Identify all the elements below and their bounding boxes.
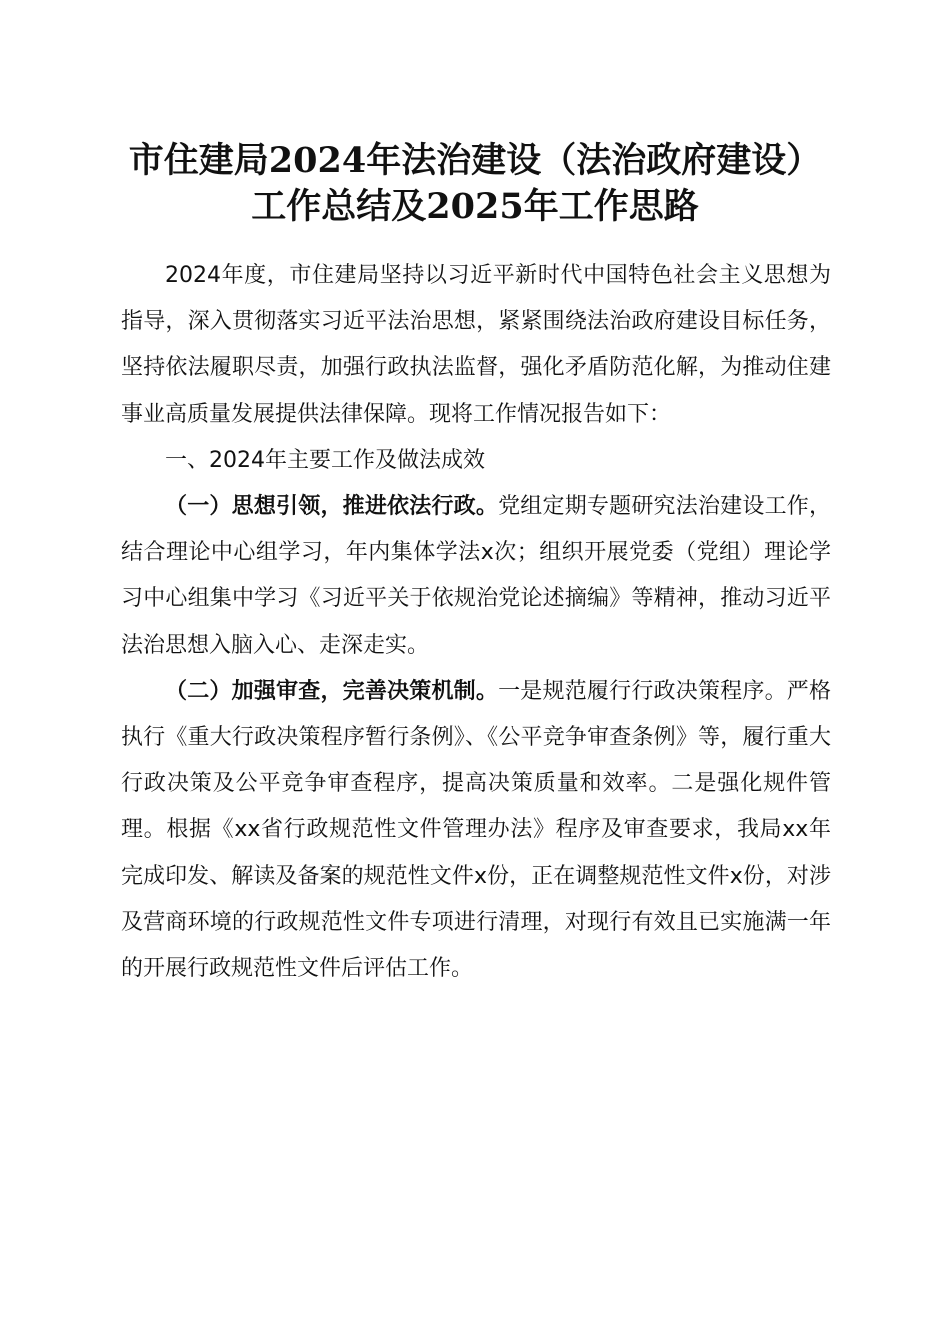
document-body <box>121 253 831 992</box>
section-heading-1: 一、2024年主要工作及做法成效 <box>165 447 485 473</box>
document-title-line-2: 工作总结及2025年工作思路 <box>251 186 699 227</box>
item-paragraph-1 <box>121 484 831 669</box>
item-1-lead: （一）思想引领，推进依法行政。 <box>165 494 499 520</box>
item-paragraph-2 <box>121 669 831 992</box>
document-title-line-1: 市住建局2024年法治建设（法治政府建设） <box>128 140 822 181</box>
item-1-text: 党组定期专题研究法治建设工作，结合理论中心组学习，年内集体学法x次；组织开展党委（党组）理论学习中心组集中学习《习近平关于依规治党论述摘编》等精神，推动习近平法治思想入脑入心、走深走实。 <box>121 494 831 658</box>
intro-paragraph: 2024年度，市住建局坚持以习近平新时代中国特色社会主义思想为指导，深入贯彻落实习近平法治思想，紧紧围绕法治政府建设目标任务，坚持依法履职尽责，加强行政执法监督，强化矛盾防范化解，为推动住建事业高质量发展提供法律保障。现将工作情况报告如下： <box>121 263 831 427</box>
item-2-text: 一是规范履行行政决策程序。严格执行《重大行政决策程序暂行条例》、《公平竞争审查条例》等，履行重大行政决策及公平竞争审查程序，提高决策质量和效率。二是强化规件管理。根据《xx省行政规范性文件管理办法》程序及审查要求，我局xx年完成印发、解读及备案的规范性文件x份，正在调整规范性文件x份，对涉及营商环境的行政规范性文件专项进行清理，对现行有效且已实施满一年的开展行政规范性文件后评估工作。 <box>121 678 831 982</box>
item-2-lead: （二）加强审查，完善决策机制。 <box>165 678 499 704</box>
